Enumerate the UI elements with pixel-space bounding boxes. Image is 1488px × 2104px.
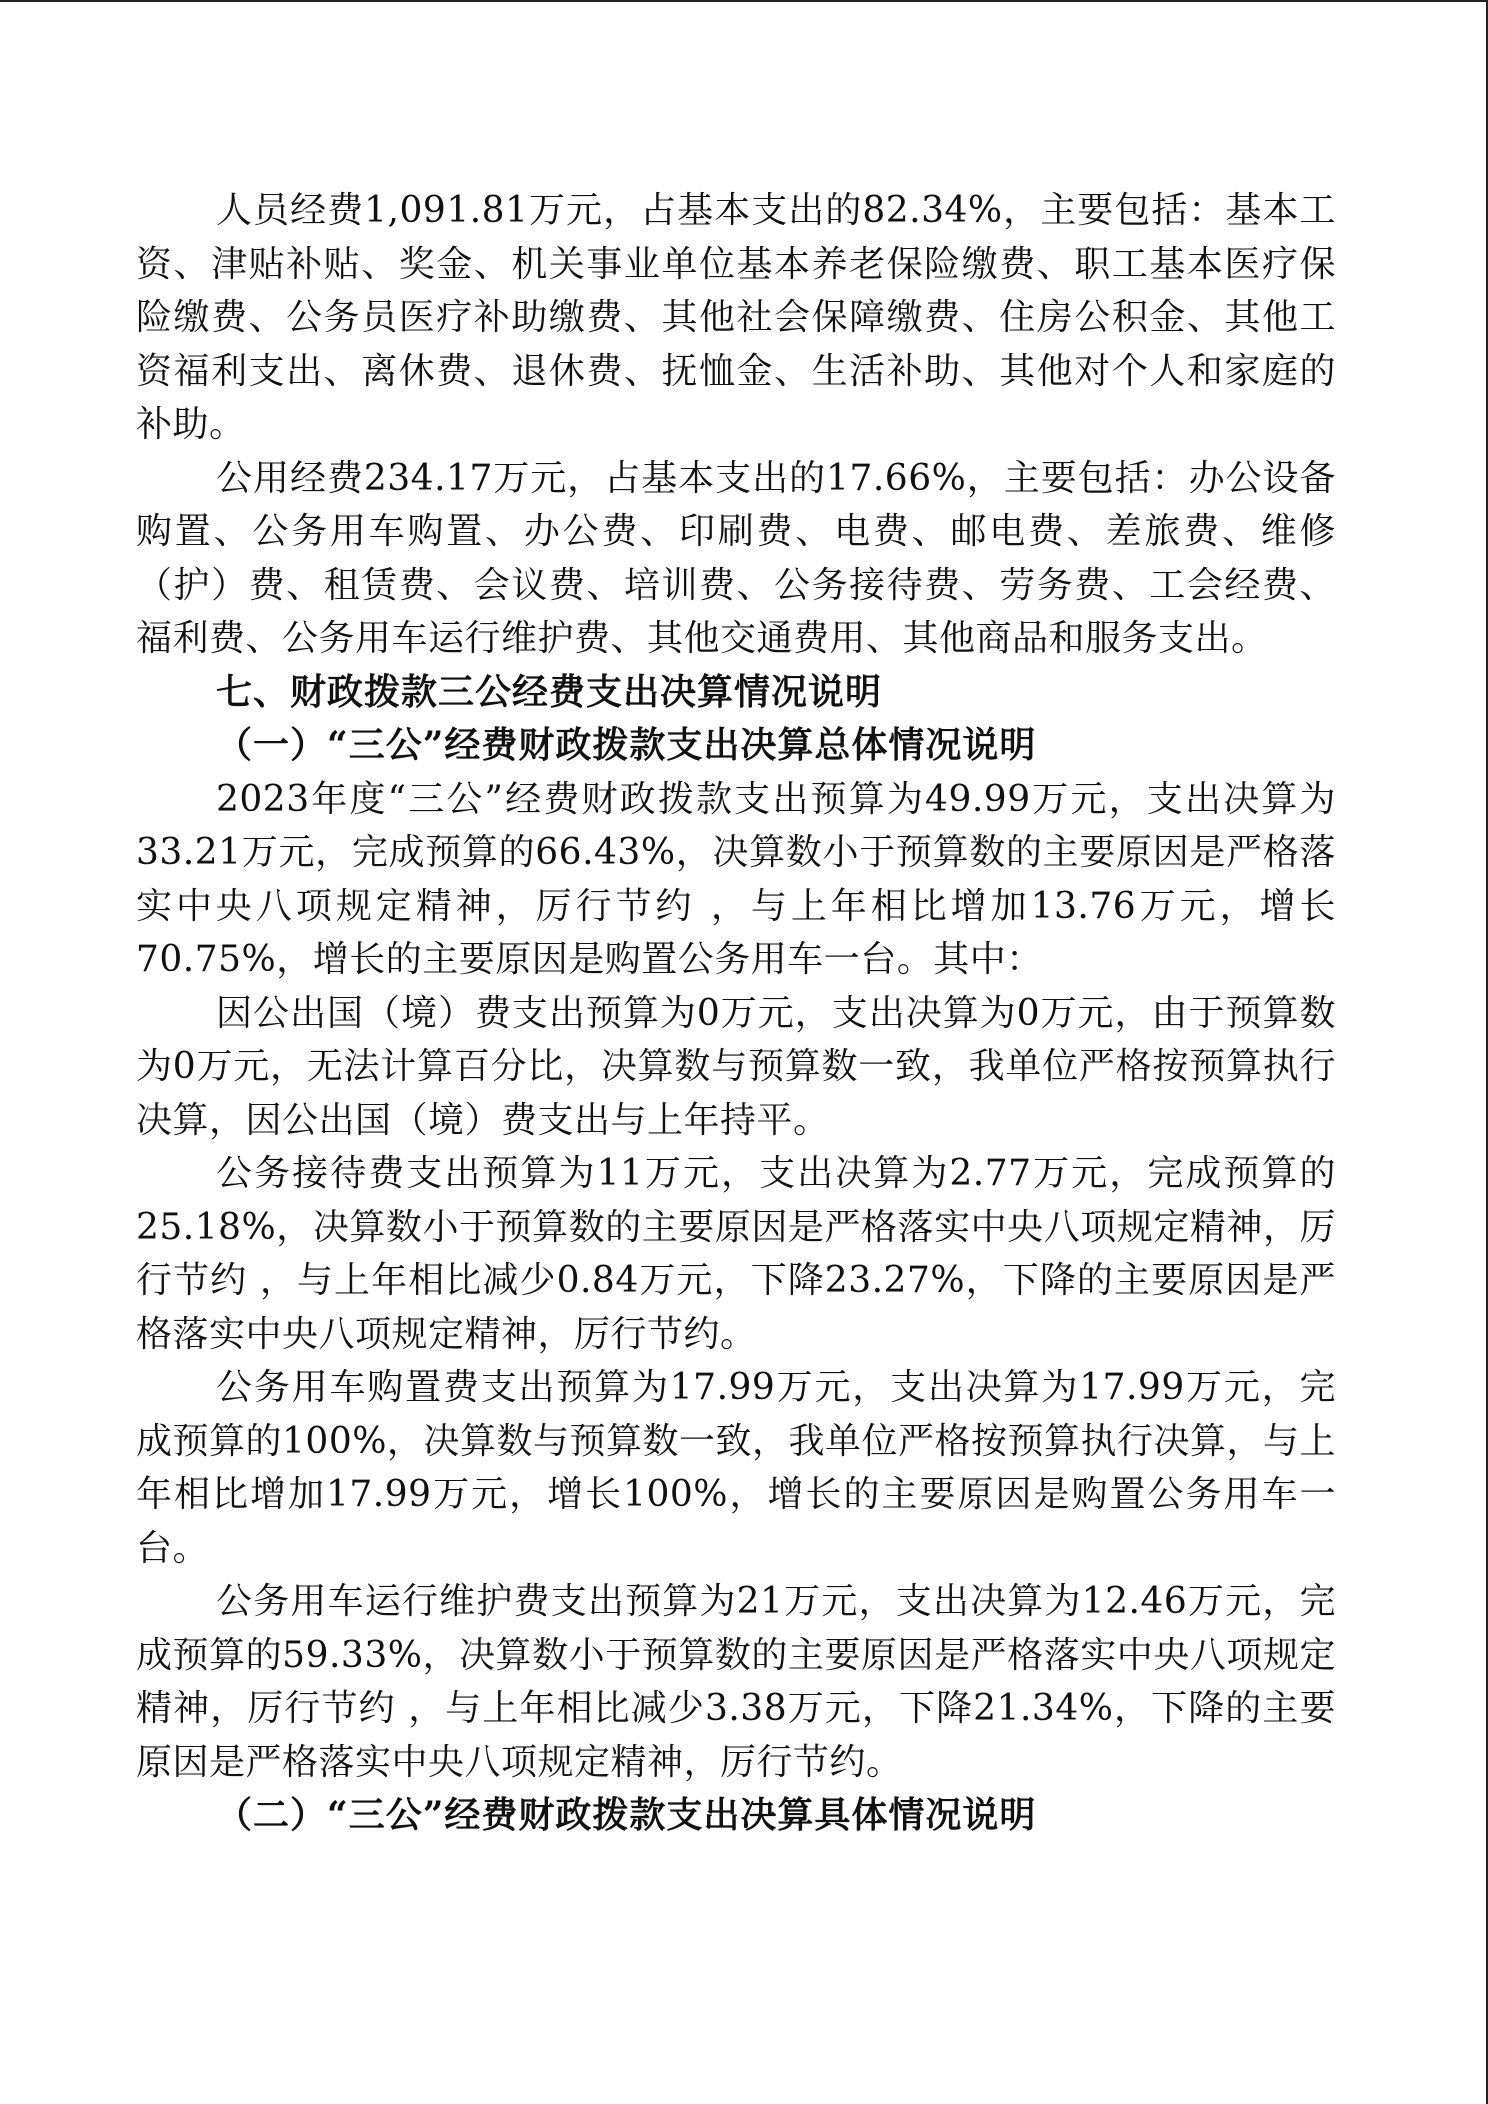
paragraph-public-expenses: 公用经费234.17万元，占基本支出的17.66%，主要包括：办公设备购置、公务用车购置、办公费、印刷费、电费、邮电费、差旅费、维修（护）费、租赁费、会议费、培训费、公务接待费、劳务费、工会经费、福利费、公务用车运行维护费、其他交通费用、其他商品和服务支出。 [136, 457, 1336, 659]
paragraph-vehicle-maintenance: 公务用车运行维护费支出预算为21万元，支出决算为12.46万元，完成预算的59.33%，决算数小于预算数的主要原因是严格落实中央八项规定精神，厉行节约 ，与上年相比减少3.38万元，下降21.34%，下降的主要原因是严格落实中央八项规定精神，厉行节约。 [136, 1581, 1336, 1783]
paragraph-vehicle-purchase: 公务用车购置费支出预算为17.99万元，支出决算为17.99万元，完成预算的100%，决算数与预算数一致，我单位严格按预算执行决算，与上年相比增加17.99万元，增长100%，增长的主要原因是购置公务用车一台。 [136, 1367, 1336, 1569]
paragraph-official-reception: 公务接待费支出预算为11万元，支出决算为2.77万元，完成预算的25.18%，决算数小于预算数的主要原因是严格落实中央八项规定精神，厉行节约 ，与上年相比减少0.84万元，下降23.27%，下降的主要原因是严格落实中央八项规定精神，厉行节约。 [136, 1153, 1336, 1355]
subsection-heading-two: （二）“三公”经费财政拨款支出决算具体情况说明 [216, 1794, 1037, 1836]
document-body [136, 184, 1336, 1843]
section-heading-seven: 七、财政拨款三公经费支出决算情况说明 [216, 670, 883, 713]
subsection-heading-one: （一）“三公”经费财政拨款支出决算总体情况说明 [216, 724, 1037, 766]
paragraph-personnel-expenses: 人员经费1,091.81万元，占基本支出的82.34%，主要包括：基本工资、津贴补贴、奖金、机关事业单位基本养老保险缴费、职工基本医疗保险缴费、公务员医疗补助缴费、其他社会保障缴费、住房公积金、其他工资福利支出、离休费、退休费、抚恤金、生活补助、其他对个人和家庭的补助。 [136, 190, 1336, 445]
paragraph-three-public-overview: 2023年度“三公”经费财政拨款支出预算为49.99万元，支出决算为33.21万元，完成预算的66.43%，决算数小于预算数的主要原因是严格落实中央八项规定精神，厉行节约 ，与上年相比增加13.76万元，增长70.75%，增长的主要原因是购置公务用车一台。其中： [136, 778, 1336, 980]
paragraph-overseas-travel: 因公出国（境）费支出预算为0万元，支出决算为0万元，由于预算数为0万元，无法计算百分比，决算数与预算数一致，我单位严格按预算执行决算，因公出国（境）费支出与上年持平。 [136, 992, 1336, 1141]
